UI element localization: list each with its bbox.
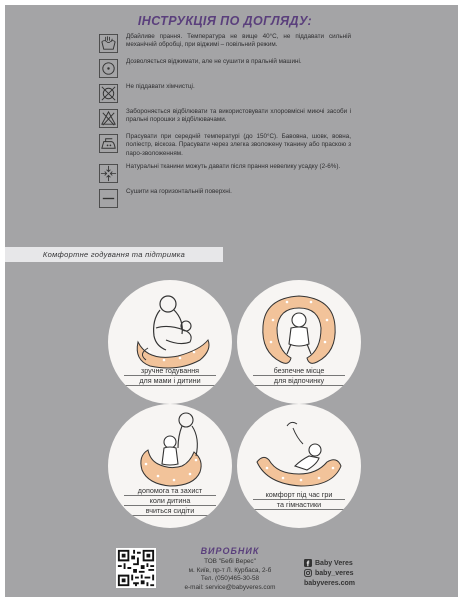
care-item: [99, 188, 351, 208]
care-text: Дозволяється віджимати, але не сушити в пральній машині.: [126, 58, 302, 65]
care-text: Не піддавати хімчистці.: [126, 83, 195, 90]
care-item: [99, 108, 351, 128]
flat-dry-icon: [99, 189, 118, 208]
website-link[interactable]: babyveres.com: [304, 579, 355, 587]
use-sitting: [108, 404, 232, 528]
care-text: Натуральні тканини можуть давати після прання невелику усадку (2-6%).: [126, 163, 341, 171]
care-item: [99, 83, 351, 103]
use-caption: допомога та захист коли дитина вчиться сидіти: [118, 486, 222, 516]
care-instructions: [99, 14, 351, 213]
manufacturer-line: м. Київ, пр-т Л. Курбаса, 2-б: [188, 566, 272, 574]
qr-code-icon[interactable]: [116, 548, 156, 588]
facebook-link[interactable]: Baby Veres: [304, 558, 355, 568]
manufacturer-email[interactable]: e-mail: service@babyveres.com: [184, 583, 276, 591]
care-text: Прасувати при середній температурі (до 150°С). Бавовна, шовк, вовна, поліестр, віскоза. Прасувати через злегка зволожену тканину або праскою з паро-зволоженням.: [126, 133, 351, 157]
care-item: [99, 133, 351, 158]
care-text: Забороняється відбілювати та використовувати хлоровмісні миючі засоби і пральні порошки з відбілювачами.: [126, 108, 351, 124]
instagram-icon: [304, 569, 312, 577]
hand-wash-40-icon: [99, 34, 118, 53]
instruction-page: [5, 5, 458, 597]
care-title: ІНСТРУКЦІЯ ПО ДОГЛЯДУ:: [137, 14, 313, 28]
use-caption: комфорт під час гри та гімнастики: [247, 490, 351, 510]
use-caption: зручне годування для мами і дитини: [118, 366, 222, 386]
shrink-icon: [99, 164, 118, 183]
section-band: [5, 247, 223, 262]
care-item: [99, 163, 351, 183]
use-play: [237, 404, 361, 528]
manufacturer-line: Тел. (050)465-30-58: [200, 575, 260, 583]
care-text: Дбайливе прання. Температура не вище 40°С, не піддавати сильній механічній обробці, при віджимі – повільний режим.: [126, 33, 351, 49]
manufacturer-title: ВИРОБНИК: [200, 546, 260, 556]
use-resting: [237, 280, 361, 404]
manufacturer-line: ТОВ "Бебі Верес": [204, 558, 256, 565]
care-item: [99, 33, 351, 53]
instagram-link[interactable]: baby_veres: [304, 568, 355, 578]
band-title: Комфортне годування та підтримка: [42, 250, 186, 259]
use-feeding: [108, 280, 232, 404]
tumble-dry-icon: [99, 59, 118, 78]
no-bleach-icon: [99, 109, 118, 128]
facebook-icon: [304, 559, 312, 567]
use-caption: безпечне місце для відпочинку: [247, 366, 351, 386]
care-text: Сушити на горизонтальній поверхні.: [126, 188, 232, 196]
no-dry-clean-icon: [99, 84, 118, 103]
social-links: [304, 558, 355, 588]
care-item: [99, 58, 351, 78]
footer: [5, 535, 458, 597]
manufacturer: [175, 546, 285, 592]
iron-icon: [99, 134, 118, 153]
